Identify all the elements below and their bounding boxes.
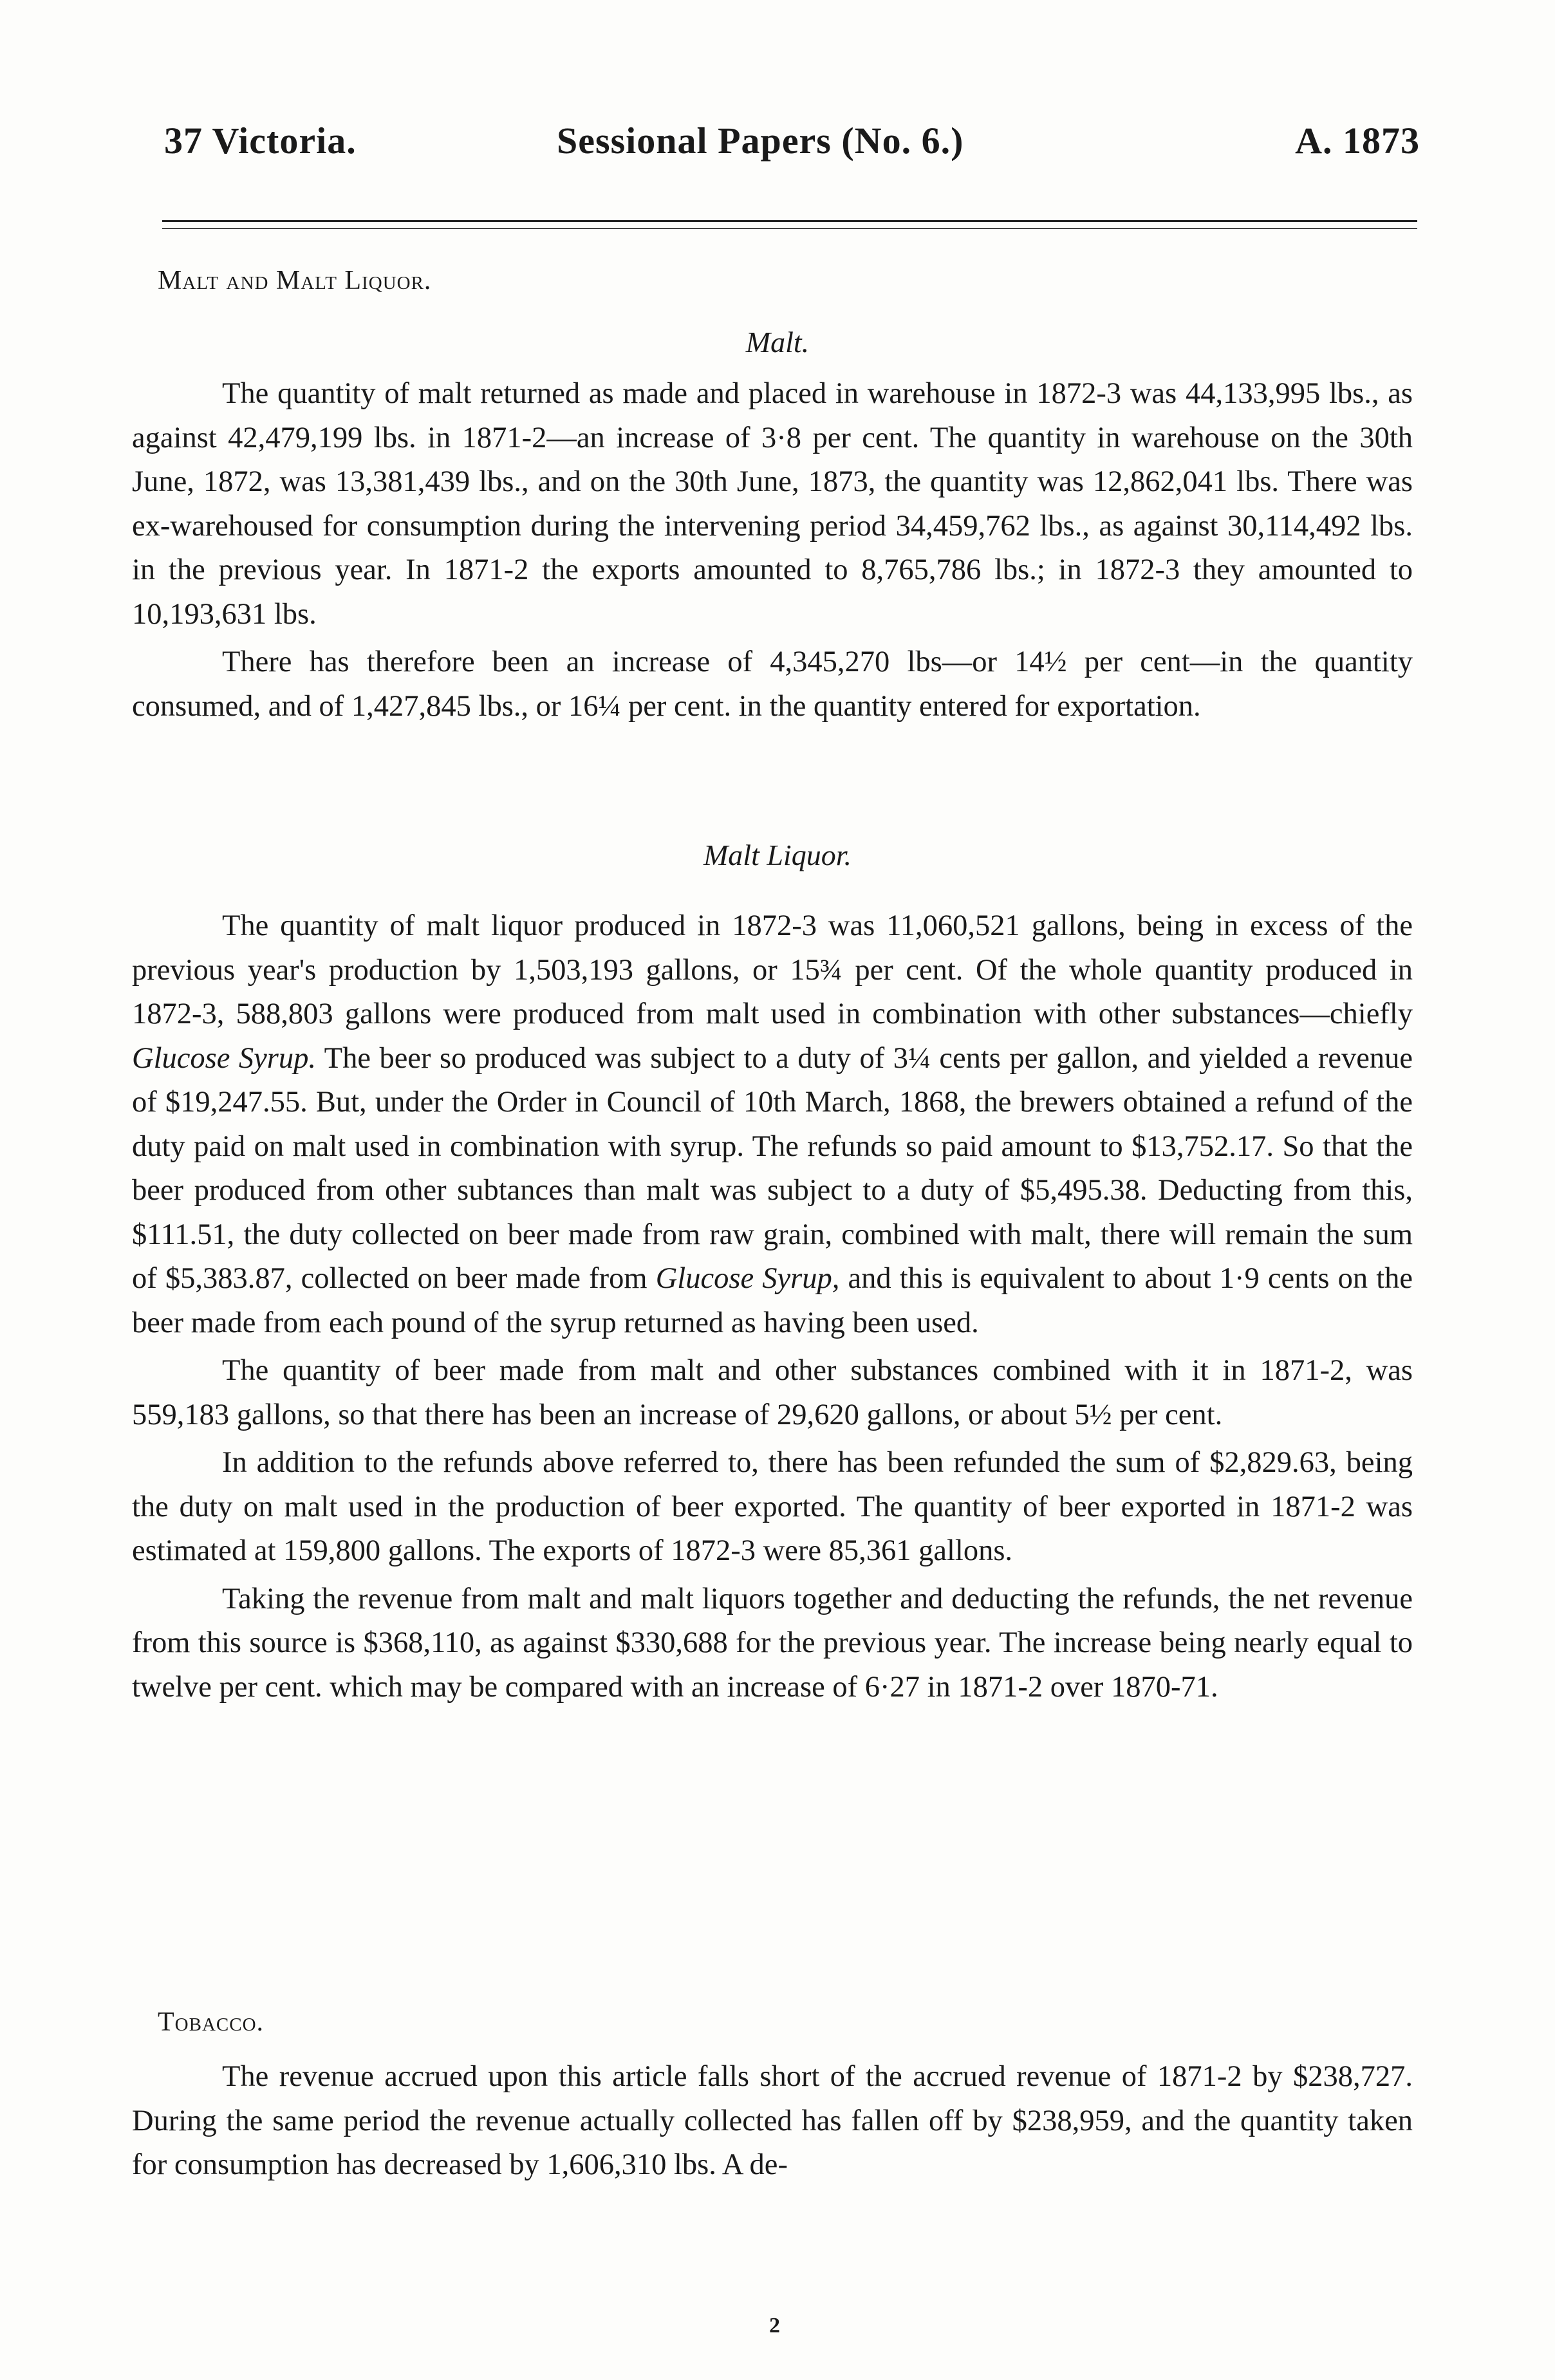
- page-signature-mark: 2: [769, 2314, 780, 2338]
- malt-liquor-paragraph-1: [132, 904, 1413, 1345]
- malt-paragraph-2: There has therefore been an increase of 4,345,270 lbs—or 14½ per cent—in the quantity consumed, and of 1,427,845 lbs., or 16¼ per cent. in the quantity entered for exportation.: [132, 646, 1413, 723]
- header-year: A. 1873: [1295, 120, 1420, 162]
- malt-paragraph-1: The quantity of malt returned as made and placed in warehouse in 1872-3 was 44,133,995 lbs., as against 42,479,199 lbs. in 1871-2—an increase of 3·8 per cent. The quantity in warehouse on the 30th June, 1872, was 13,381,439 lbs., and on the 30th June, 1873, the quantity was 12,862,041 lbs. There was ex-warehoused for consumption during the intervening period 34,459,762 lbs., as against 30,114,492 lbs. in the previous year. In 1871-2 the exports amounted to 8,765,786 lbs.; in 1872-3 they amounted to 10,193,631 lbs.: [132, 377, 1413, 631]
- running-header: [164, 119, 1420, 171]
- header-rule-top: [162, 220, 1417, 222]
- header-rule-bottom: [162, 228, 1417, 229]
- malt-liquor-section-body: [132, 904, 1413, 1709]
- malt-liquor-paragraph-2: The quantity of beer made from malt and other substances combined with it in 1871-2, was 559,183 gallons, so that there has been an increase of 29,620 gallons, or about 5½ per cent.: [132, 1354, 1413, 1431]
- malt-liquor-paragraph-3: In addition to the refunds above referred to, there has been refunded the sum of $2,829.63, being the duty on malt used in the production of beer exported. The quantity of beer exported in 1871-2 was estimated at 159,800 gallons. The exports of 1872-3 were 85,361 gallons.: [132, 1446, 1413, 1567]
- header-title: Sessional Papers (No. 6.): [557, 120, 964, 162]
- malt-liquor-paragraph-1-text-c: and this is equivalent to about 1·9 cents on the beer made from each pound of the syrup returned as having been used.: [132, 1262, 1413, 1339]
- malt-liquor-paragraph-4: Taking the revenue from malt and malt liquors together and deducting the refunds, the net revenue from this source is $368,110, as against $330,688 for the previous year. The increase being nearly equal to twelve per cent. which may be compared with an increase of 6·27 in 1871-2 over 1870-71.: [132, 1582, 1413, 1704]
- glucose-syrup-term-2: Glucose Syrup,: [655, 1262, 840, 1295]
- subhead-malt-liquor: Malt Liquor.: [703, 839, 852, 871]
- glucose-syrup-term-1: Glucose Syrup.: [132, 1041, 316, 1075]
- tobacco-paragraph-1: The revenue accrued upon this article falls short of the accrued revenue of 1871-2 by $238,727. During the same period the revenue actually collected has fallen off by $238,959, and the quantity taken for consumption has decreased by 1,606,310 lbs. A de-: [132, 2060, 1413, 2181]
- malt-liquor-paragraph-1-text-a: The quantity of malt liquor produced in 1872-3 was 11,060,521 gallons, being in excess of the previous year's production by 1,503,193 gallons, or 15¾ per cent. Of the whole quantity produced in 1872-3, 588,803 gallons were produced from malt used in combination with other substances—chiefly: [132, 909, 1413, 1030]
- section-title-malt: Malt and Malt Liquor.: [158, 266, 432, 295]
- section-title-tobacco: Tobacco.: [158, 2007, 265, 2037]
- tobacco-section-body: [132, 2055, 1413, 2188]
- subhead-malt: Malt.: [745, 326, 810, 358]
- malt-liquor-paragraph-1-text-b: The beer so produced was subject to a duty of 3¼ cents per gallon, and yielded a revenue of $19,247.55. But, under the Order in Council of 10th March, 1868, the brewers obtained a refund of the duty paid on malt used in combination with syrup. The refunds so paid amount to $13,752.17. So that the beer produced from other subtances than malt was subject to a duty of $5,495.38. Deducting from this, $111.51, the duty collected on beer made from raw grain, combined with malt, there will remain the sum of $5,383.87, collected on beer made from: [132, 1041, 1413, 1295]
- malt-section-body: [132, 372, 1413, 729]
- header-volume: 37 Victoria.: [164, 120, 357, 162]
